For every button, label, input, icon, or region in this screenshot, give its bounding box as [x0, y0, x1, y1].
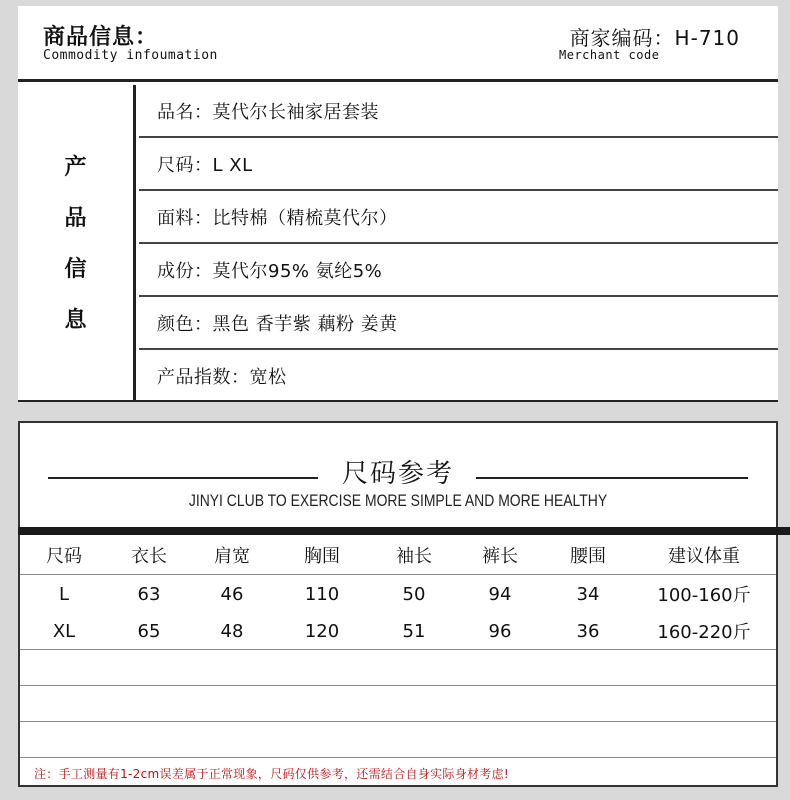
- size-chart-banner: [20, 423, 776, 527]
- table-header-row: [20, 535, 776, 575]
- table-header-cell: 裤长: [482, 545, 518, 567]
- info-rows: [139, 85, 778, 402]
- table-cell: 160-220斤: [657, 622, 751, 643]
- table-header-cell: 腰围: [570, 545, 606, 567]
- banner-divider-right: [476, 477, 748, 479]
- info-title: 商品信息：: [43, 25, 159, 50]
- table-cell: 65: [137, 620, 161, 642]
- info-row-fabric: 面料：比特棉（精梳莫代尔）: [139, 191, 778, 244]
- info-subtitle: Commodity infoumation: [43, 48, 218, 63]
- table-cell: 63: [137, 583, 161, 605]
- size-chart-card: [18, 421, 778, 787]
- table-cell: 120: [304, 620, 340, 642]
- table-row-empty: [20, 686, 776, 722]
- merchant-code-label: Merchant code: [559, 48, 660, 62]
- info-body: [18, 85, 778, 402]
- info-row-fit: 产品指数：宽松: [157, 367, 287, 388]
- size-table: [20, 535, 776, 758]
- table-row: [20, 575, 776, 613]
- table-row-empty: [20, 650, 776, 686]
- table-header-cell: 衣长: [131, 545, 167, 567]
- table-row: [20, 613, 776, 650]
- banner-thick-divider: [18, 527, 790, 535]
- table-cell: 110: [304, 583, 340, 605]
- info-row-colors: 颜色：黑色 香芋紫 藕粉 姜黄: [139, 297, 778, 350]
- table-cell: 94: [488, 583, 512, 605]
- side-label-char: 品: [64, 205, 87, 231]
- table-cell: 96: [488, 620, 512, 642]
- info-row-size: 尺码：L XL: [139, 138, 778, 191]
- side-label-char: 产: [64, 154, 87, 180]
- side-label-char: 信: [64, 256, 87, 282]
- table-header-cell: 尺码: [46, 545, 82, 567]
- banner-divider-left: [48, 477, 318, 479]
- table-cell: 50: [402, 583, 426, 605]
- table-cell: 48: [220, 620, 244, 642]
- table-row-empty: [20, 722, 776, 758]
- side-label-char: 息: [64, 307, 87, 333]
- table-cell: 100-160斤: [657, 585, 751, 606]
- table-cell: L: [58, 583, 70, 605]
- info-row-product-name: 品名：莫代尔长袖家居套装: [139, 85, 778, 138]
- table-cell: 46: [220, 583, 244, 605]
- table-header-cell: 肩宽: [214, 545, 250, 567]
- table-cell: 34: [576, 583, 600, 605]
- table-header-cell: 胸围: [304, 545, 340, 567]
- size-chart-subtitle: JINYI CLUB TO EXERCISE MORE SIMPLE AND MORE HEALTHY: [188, 491, 608, 510]
- size-chart-title: 尺码参考: [341, 459, 454, 489]
- table-cell: 36: [576, 620, 600, 642]
- table-header-cell: 建议体重: [668, 545, 740, 567]
- table-cell: XL: [52, 620, 76, 642]
- measurement-note: 注：手工测量有1-2cm误差属于正常现象，尺码仅供参考，还需结合自身实际身材考虑!: [34, 767, 509, 781]
- product-info-side-label: [18, 85, 136, 402]
- table-header-cell: 袖长: [396, 545, 432, 567]
- table-cell: 51: [402, 620, 426, 642]
- info-header: [18, 6, 778, 82]
- product-info-card: [18, 6, 778, 402]
- info-row-composition: 成份：莫代尔95% 氨纶5%: [139, 244, 778, 297]
- merchant-code: 商家编码：H-710: [569, 26, 740, 50]
